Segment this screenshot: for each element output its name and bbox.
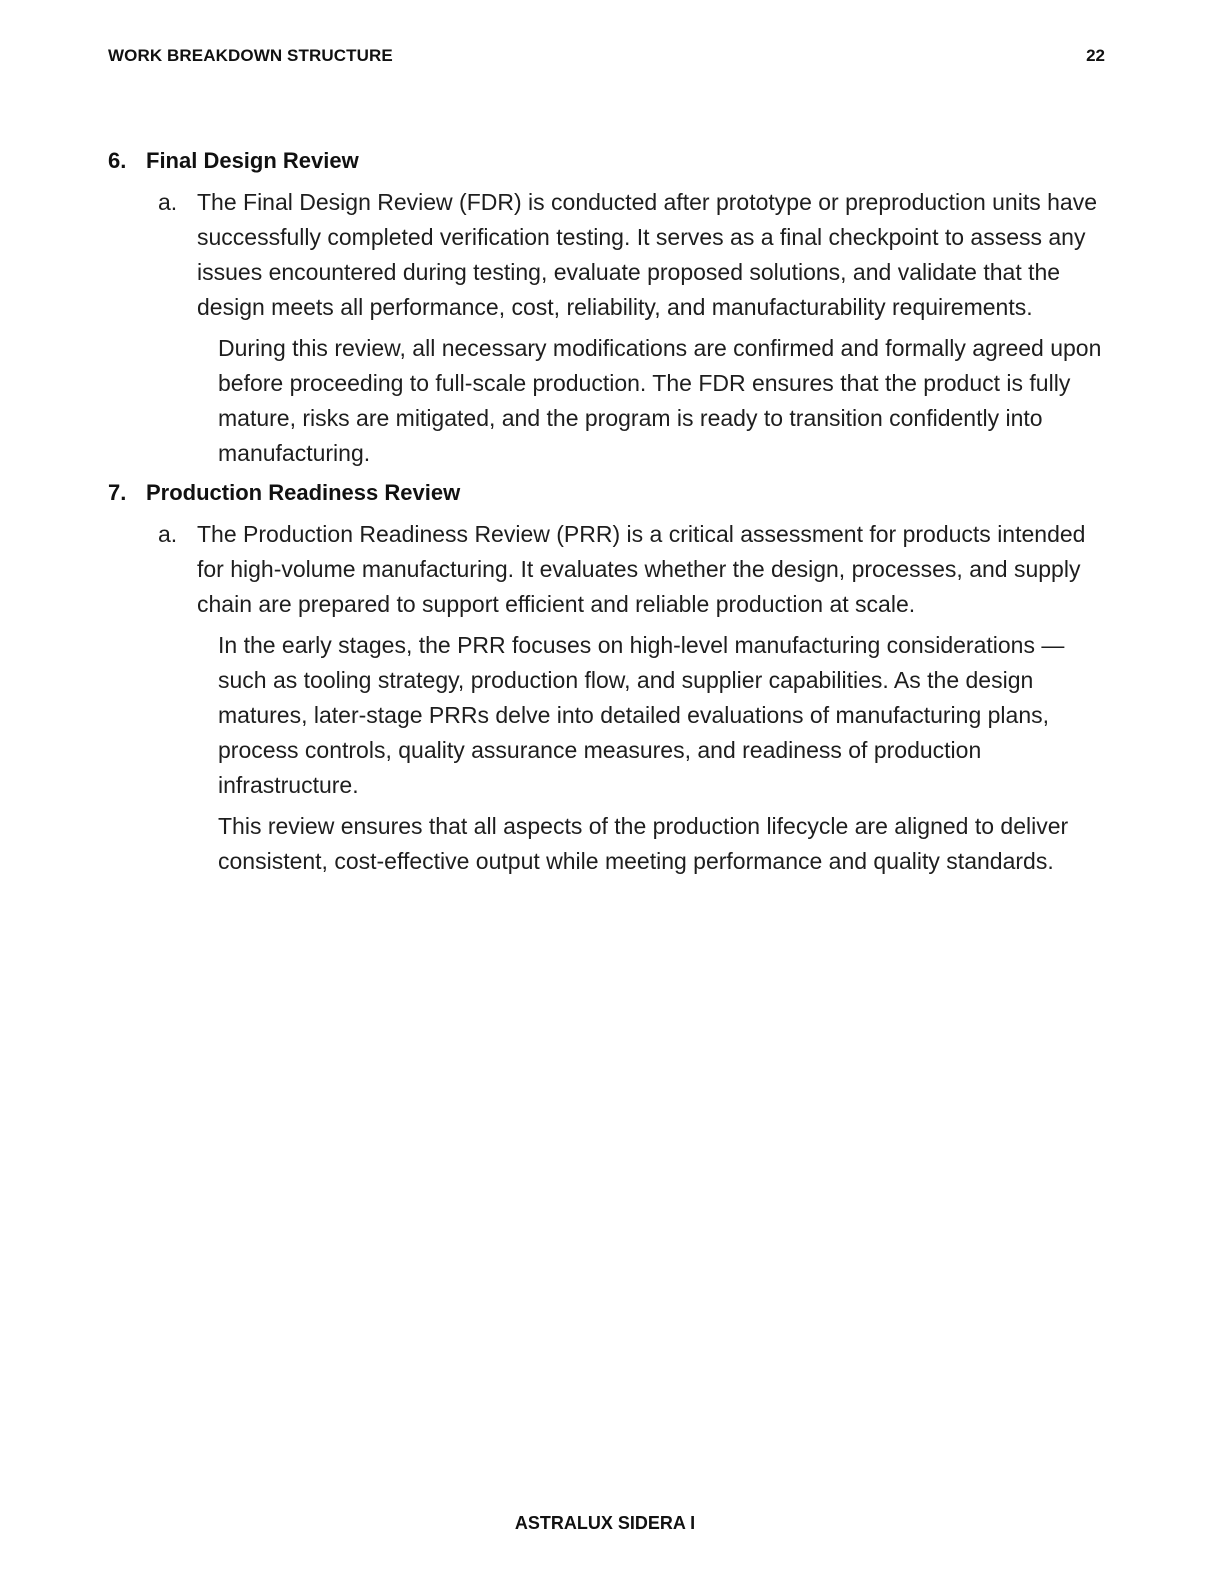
list-item-body: [197, 517, 1108, 879]
page-number: 22: [1086, 46, 1105, 65]
running-footer: ASTRALUX SIDERA I: [514, 1513, 696, 1533]
item-paragraph: The Production Readiness Review (PRR) is a critical assessment for products intended for high-volume manufacturing. It evaluates whether the design, processes, and supply chain are prepared to support efficient and reliable production at scale.: [197, 521, 1086, 617]
section-title: Final Design Review: [146, 148, 359, 173]
list-item-marker: a.: [158, 521, 178, 547]
list-item: [158, 517, 1108, 879]
body-paragraph: In the early stages, the PRR focuses on high-level manufacturing considerations — such as tooling strategy, production flow, and supplier capabilities. As the design matures, later-stage PRRs delve into detailed evaluations of manufacturing plans, process controls, quality assurance measures, and readiness of production infrastructure.: [218, 632, 1065, 798]
section-title: Production Readiness Review: [146, 480, 461, 505]
list-item: [158, 185, 1108, 471]
document-body: [108, 145, 1108, 885]
list-item-marker: a.: [158, 189, 178, 215]
section-number: 6.: [108, 148, 127, 173]
section-heading: [108, 477, 1108, 509]
item-paragraph: The Final Design Review (FDR) is conducted after prototype or preproduction units have successfully completed verification testing. It serves as a final checkpoint to assess any issues encountered during testing, evaluate proposed solutions, and validate that the design meets all performance, cost, reliability, and manufacturability requirements.: [197, 189, 1097, 320]
section-production-readiness-review: [108, 477, 1108, 879]
list-item-body: [197, 185, 1108, 471]
section-heading: [108, 145, 1108, 177]
section-number: 7.: [108, 480, 127, 505]
running-header-title: WORK BREAKDOWN STRUCTURE: [108, 46, 393, 65]
body-paragraph: This review ensures that all aspects of the production lifecycle are aligned to deliver consistent, cost-effective output while meeting performance and quality standards.: [218, 813, 1069, 874]
body-paragraph: During this review, all necessary modifications are confirmed and formally agreed upon before proceeding to full-scale production. The FDR ensures that the product is fully mature, risks are mitigated, and the program is ready to transition confidently into manufacturing.: [218, 335, 1102, 466]
section-final-design-review: [108, 145, 1108, 471]
